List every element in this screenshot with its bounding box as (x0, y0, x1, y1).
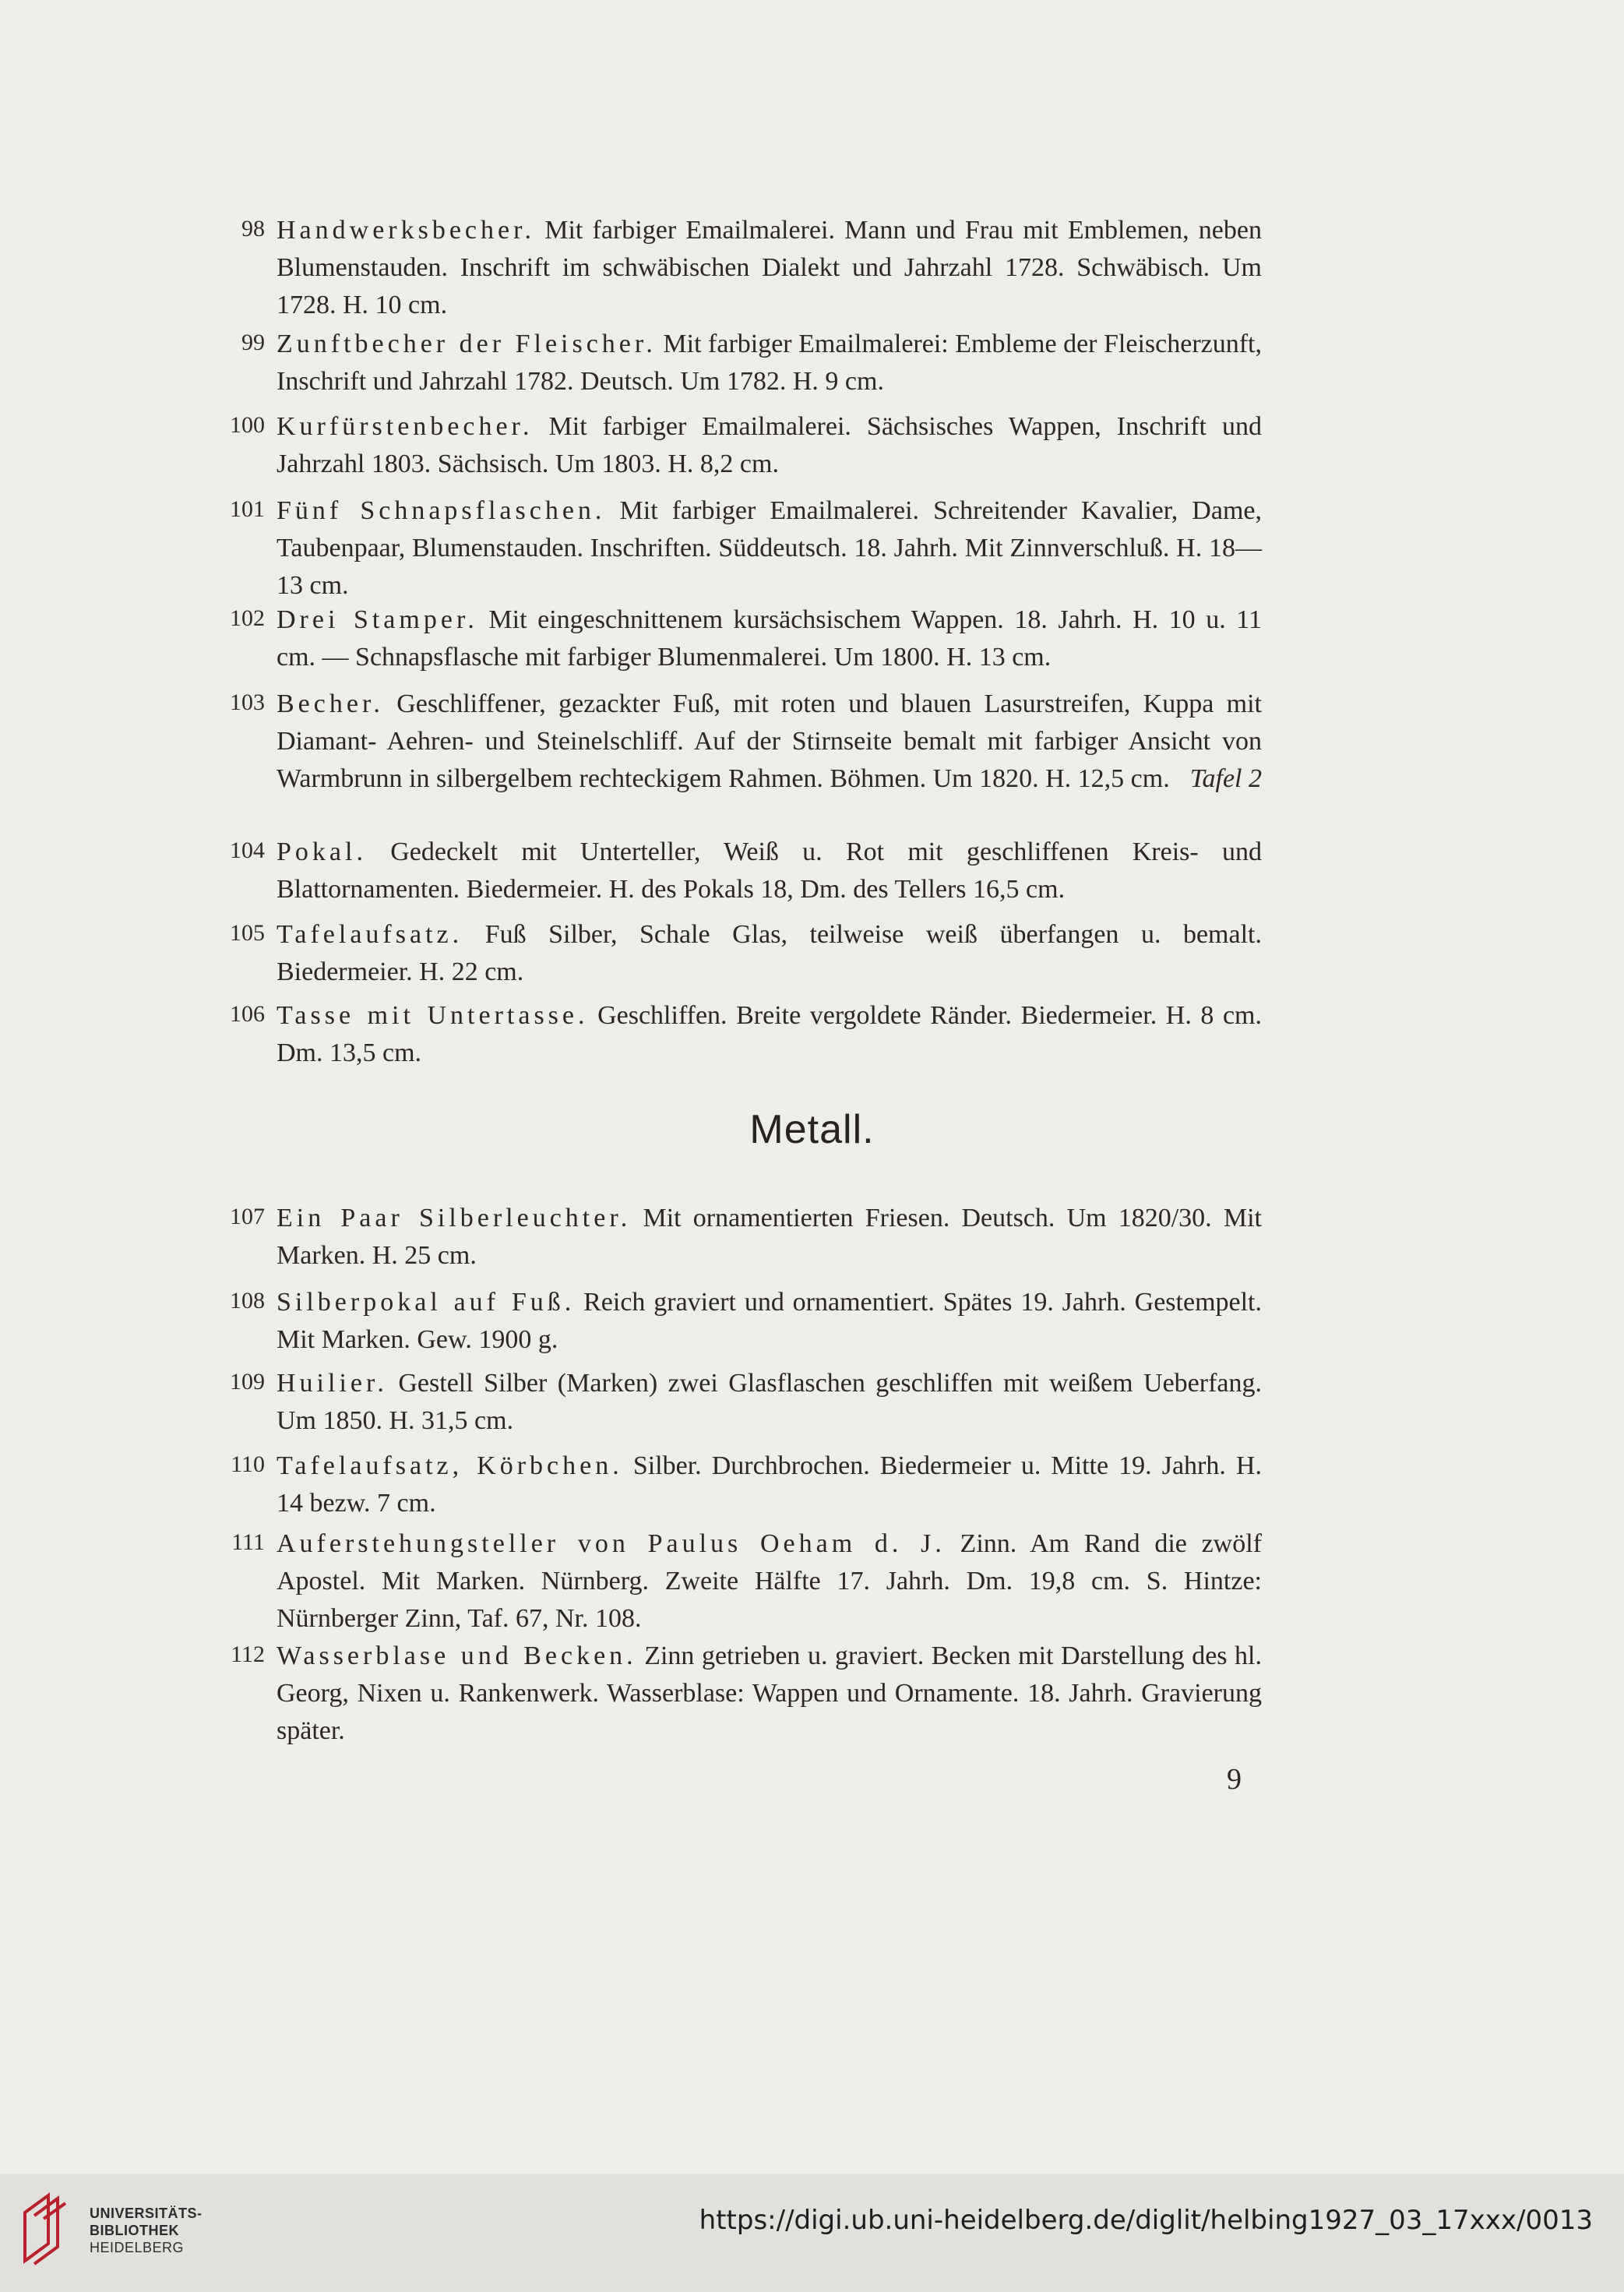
permalink-url[interactable]: https://digi.ub.uni-heidelberg.de/diglit/helbing1927_03_17xxx/0013 (699, 2205, 1593, 2236)
entry-text (277, 408, 1262, 483)
entry-number: 100 (230, 412, 265, 438)
entry-number: 106 (230, 1001, 265, 1027)
entry-text (277, 997, 1262, 1072)
library-logo-icon[interactable] (17, 2189, 70, 2270)
entry-title: Ein Paar Silberleuchter. (277, 1204, 632, 1232)
entry-title: Tafelaufsatz. (277, 920, 463, 949)
entry-number: 110 (231, 1451, 265, 1477)
entry-text (277, 212, 1262, 324)
entry-number: 112 (231, 1641, 265, 1667)
entry-text (277, 601, 1262, 676)
library-name-line: HEIDELBERG (90, 2240, 185, 2255)
entry-title: Wasserblase und Becken. (277, 1641, 637, 1670)
entry-title: Tafelaufsatz, Körbchen. (277, 1451, 623, 1480)
entry-text (277, 834, 1262, 908)
entry-description: Geschliffener, gezackter Fuß, mit roten und blauen Lasurstreifen, Kuppa mit Diamant- Aehren- und Steinelschliff. Auf der Stirnseite bemalt mit farbiger Ansicht von Warmbrunn in silbergelbem rechteckigem Rahmen. Böhmen. Um 1820. H. 12,5 cm. (277, 689, 1262, 793)
entry-text (277, 1447, 1262, 1522)
library-name-line: BIBLIOTHEK (90, 2223, 179, 2238)
entry-number: 101 (230, 496, 265, 522)
entry-description: Mit eingeschnittenem kursächsischem Wappen. 18. Jahrh. H. 10 u. 11 cm. — Schnapsflasche mit farbiger Blumenmalerei. Um 1800. H. 13 cm. (277, 605, 1263, 672)
entry-description: Fuß Silber, Schale Glas, teilweise weiß überfangen u. bemalt. Biedermeier. H. 22 cm. (277, 920, 1262, 986)
footer-bar (0, 2174, 1624, 2292)
entry-title: Tasse mit Untertasse. (277, 1001, 589, 1030)
section-heading: Metall. (749, 1107, 875, 1152)
entry-text (277, 686, 1262, 798)
entry-text (277, 1200, 1262, 1275)
entry-number: 108 (230, 1288, 265, 1313)
entry-text (277, 326, 1262, 400)
entry-description: Geschliffen. Breite vergoldete Ränder. Biedermeier. H. 8 cm. Dm. 13,5 cm. (277, 1001, 1262, 1067)
entry-title: Auferstehungsteller von Paulus Oeham d. J. (277, 1529, 946, 1558)
entry-text (277, 916, 1262, 991)
entry-text (277, 1638, 1262, 1750)
entry-description: Mit ornamentierten Friesen. Deutsch. Um 1820/30. Mit Marken. H. 25 cm. (277, 1204, 1262, 1270)
entry-title: Becher. (277, 689, 384, 718)
entry-description: Gedeckelt mit Unterteller, Weiß u. Rot mit geschliffenen Kreis- und Blattornamenten. Biedermeier. H. des Pokals 18, Dm. des Tellers 16,5 cm. (277, 837, 1262, 904)
entry-title: Kurfürstenbecher. (277, 412, 534, 441)
entry-title: Huilier. (277, 1369, 388, 1398)
entry-description: Mit farbiger Emailmalerei. Sächsisches Wappen, Inschrift und Jahrzahl 1803. Sächsisch. Um 1803. H. 8,2 cm. (277, 412, 1262, 478)
entry-number: 102 (230, 605, 265, 631)
library-name-line: UNIVERSITÄTS- (90, 2206, 203, 2221)
entry-description: Gestell Silber (Marken) zwei Glasflaschen geschliffen mit weißem Ueberfang. Um 1850. H. 31,5 cm. (277, 1369, 1262, 1435)
entry-title: Fünf Schnapsflaschen. (277, 496, 606, 525)
page-number: 9 (1227, 1763, 1242, 1796)
entry-description: Zinn getrieben u. graviert. Becken mit Darstellung des hl. Georg, Nixen u. Rankenwerk. Wasserblase: Wappen und Ornamente. 18. Jahrh. Gravierung später. (277, 1641, 1262, 1745)
entry-text (277, 1525, 1262, 1638)
entry-text (277, 1365, 1262, 1440)
entry-description: Mit farbiger Emailmalerei. Mann und Frau mit Emblemen, neben Blumenstauden. Inschrift im schwäbischen Dialekt und Jahrzahl 1728. Schwäbisch. Um 1728. H. 10 cm. (277, 216, 1262, 319)
entry-number: 109 (230, 1369, 265, 1395)
entry-number: 104 (230, 837, 265, 863)
entry-title: Silberpokal auf Fuß. (277, 1288, 576, 1317)
entry-number: 107 (230, 1204, 265, 1229)
entry-title: Pokal. (277, 837, 367, 866)
entry-text (277, 1284, 1262, 1359)
entry-number: 98 (241, 216, 265, 242)
entry-description: Silber. Durchbrochen. Biedermeier u. Mitte 19. Jahrh. H. 14 bezw. 7 cm. (277, 1451, 1262, 1518)
entry-text (277, 492, 1262, 605)
library-name (90, 2205, 203, 2256)
entry-number: 99 (241, 330, 265, 355)
entry-title: Drei Stamper. (277, 605, 478, 634)
entry-title: Zunftbecher der Fleischer. (277, 330, 657, 358)
entry-number: 105 (230, 920, 265, 946)
entry-description: Zinn. Am Rand die zwölf Apostel. Mit Marken. Nürnberg. Zweite Hälfte 17. Jahrh. Dm. 19,8 cm. S. Hintze: Nürnberger Zinn, Taf. 67, Nr. 108. (277, 1529, 1262, 1633)
entry-description: Reich graviert und ornamentiert. Spätes 19. Jahrh. Gestempelt. Mit Marken. Gew. 1900 g. (277, 1288, 1262, 1354)
plate-reference: Tafel 2 (1189, 764, 1262, 793)
entry-title: Handwerksbecher. (277, 216, 536, 245)
entry-description: Mit farbiger Emailmalerei: Embleme der Fleischerzunft, Inschrift und Jahrzahl 1782. Deutsch. Um 1782. H. 9 cm. (277, 330, 1262, 396)
entry-number: 111 (231, 1529, 265, 1555)
entry-description: Mit farbiger Emailmalerei. Schreitender Kavalier, Dame, Taubenpaar, Blumenstauden. Inschriften. Süddeutsch. 18. Jahrh. Mit Zinnverschluß. H. 18—13 cm. (277, 496, 1262, 600)
entry-number: 103 (230, 689, 265, 715)
